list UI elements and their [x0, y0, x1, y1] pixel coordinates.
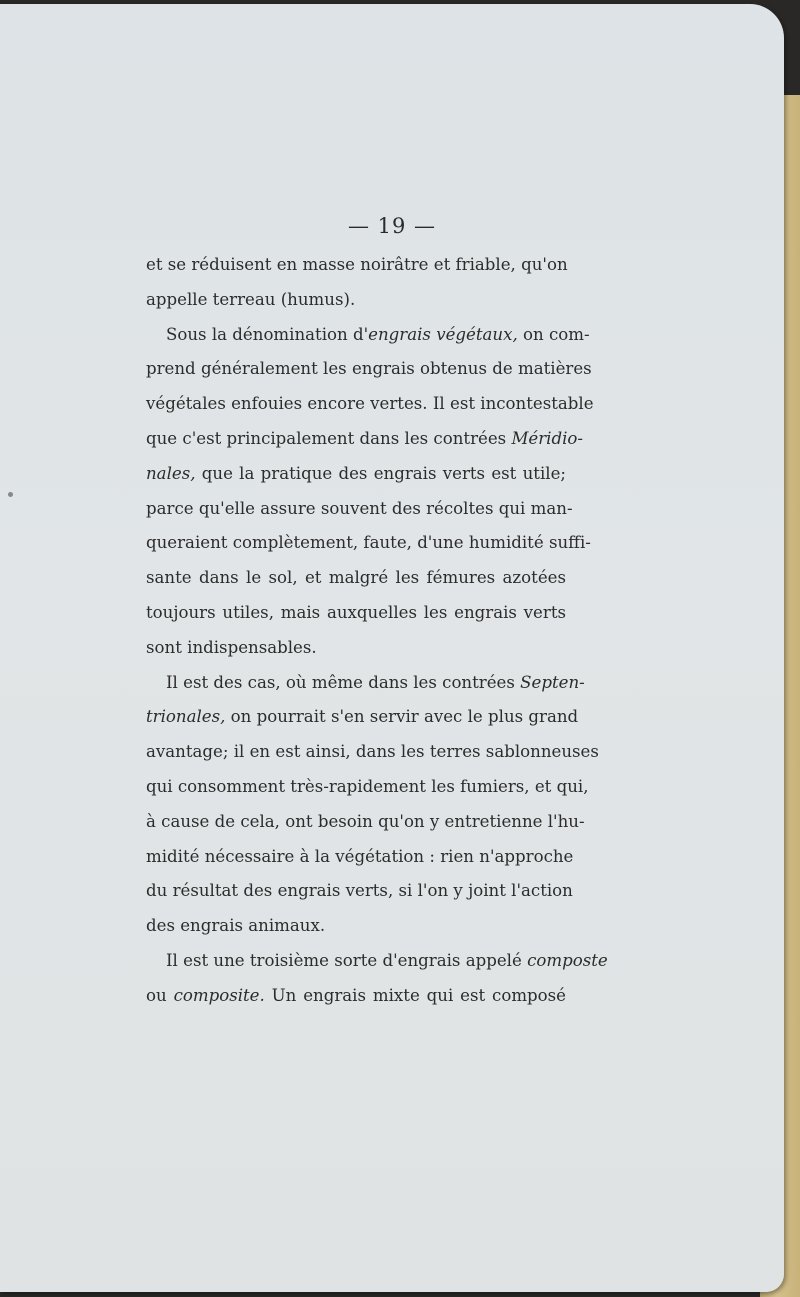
line-text: qui consomment très-rapidement les fumiers, et qui,: [146, 776, 589, 796]
text-line: [146, 770, 589, 805]
text-line: [146, 318, 590, 353]
text-line: [146, 840, 574, 875]
line-text-after: que la pratique des engrais verts est utile;: [195, 463, 566, 483]
line-text-after: on pourrait s'en servir avec le plus grand: [225, 707, 579, 727]
text-line: [146, 944, 608, 979]
line-text-after: Un engrais mixte qui est composé: [264, 985, 566, 1005]
text-line: [146, 283, 566, 318]
line-text: toujours utiles, mais auxquelles les engrais verts: [146, 602, 566, 622]
line-text-italic: composte: [527, 950, 608, 970]
text-line: [146, 422, 584, 457]
line-text: prend généralement les engrais obtenus de matières: [146, 359, 592, 379]
line-text: végétales enfouies encore vertes. Il est incontestable: [146, 394, 594, 414]
text-line: [146, 874, 573, 909]
text-line: [146, 457, 566, 492]
text-line: [146, 631, 566, 666]
text-line: [146, 979, 566, 1014]
line-text-before: que c'est principalement dans les contrées: [146, 428, 512, 448]
text-line: [146, 561, 566, 596]
text-line: [146, 735, 599, 770]
body-text: [146, 248, 608, 1014]
text-line: [146, 492, 573, 527]
text-line: [146, 666, 585, 701]
line-text-italic: trionales,: [146, 707, 226, 727]
ink-spot: [8, 492, 13, 497]
line-text: sante dans le sol, et malgré les fémures azotées: [146, 568, 566, 588]
line-text: midité nécessaire à la végétation : rien n'approche: [146, 846, 574, 866]
line-text-italic: Septen-: [520, 672, 585, 692]
line-text: avantage; il en est ainsi, dans les terres sablonneuses: [146, 742, 599, 762]
text-line: [146, 909, 566, 944]
line-text-before: Il est des cas, où même dans les contrées: [166, 672, 521, 692]
line-text-before: Sous la dénomination d': [166, 324, 369, 344]
line-text-italic: engrais végétaux,: [368, 324, 518, 344]
book-page: [0, 4, 784, 1292]
text-line: [146, 352, 592, 387]
text-line: [146, 805, 585, 840]
line-text: parce qu'elle assure souvent des récoltes qui man-: [146, 498, 573, 518]
line-text-before: ou: [146, 985, 174, 1005]
line-text: du résultat des engrais verts, si l'on y joint l'action: [146, 881, 573, 901]
line-text-italic: nales,: [146, 463, 196, 483]
line-text-after: on com-: [517, 324, 590, 344]
line-text-italic: composite.: [173, 985, 265, 1005]
text-line: [146, 248, 566, 283]
text-line: [146, 526, 591, 561]
line-text: des engrais animaux.: [146, 916, 326, 936]
line-text: appelle terreau (humus).: [146, 289, 356, 309]
text-line: [146, 596, 566, 631]
page-number: — 19 —: [347, 214, 437, 238]
line-text-before: Il est une troisième sorte d'engrais appelé: [166, 950, 528, 970]
line-text: et se réduisent en masse noirâtre et friable, qu'on: [146, 255, 568, 274]
line-text: queraient complètement, faute, d'une humidité suffi-: [146, 533, 591, 553]
text-line: [146, 387, 594, 422]
line-text: sont indispensables.: [146, 637, 317, 657]
line-text: à cause de cela, ont besoin qu'on y entretienne l'hu-: [146, 811, 585, 831]
line-text-italic: Méridio-: [511, 428, 584, 448]
text-line: [146, 700, 579, 735]
